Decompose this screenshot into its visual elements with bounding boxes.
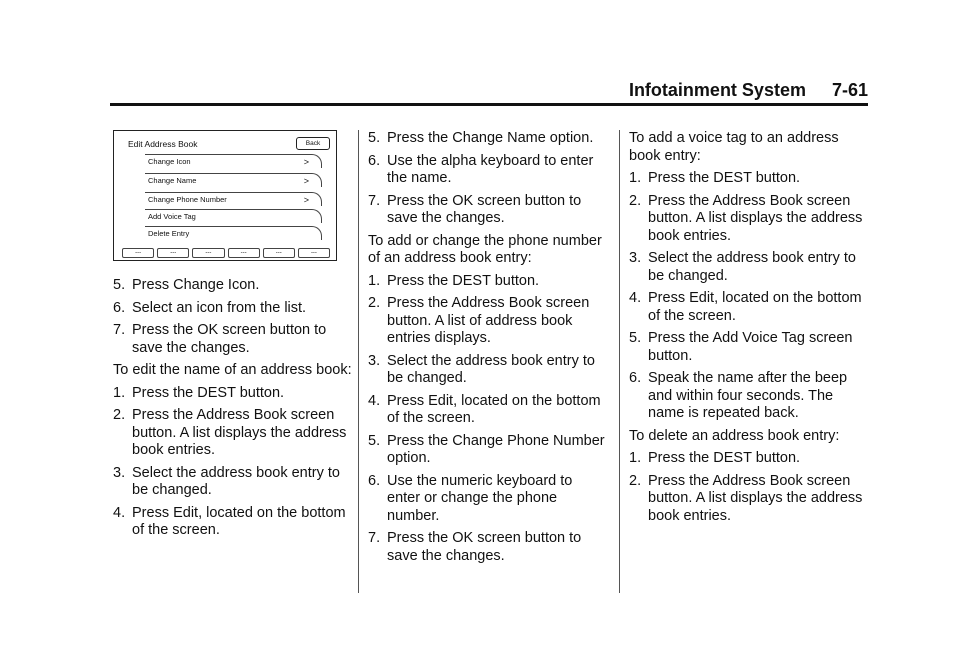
step-text: Press Edit, located on the bottom of the screen.	[132, 504, 346, 538]
step-text: Use the alpha keyboard to enter the name.	[387, 152, 594, 186]
step	[368, 473, 608, 526]
step-text: Press the Change Phone Number option.	[387, 432, 605, 466]
step-text: Select the address book entry to be changed.	[387, 352, 595, 386]
step	[113, 300, 353, 318]
step-number: 4.	[368, 392, 381, 409]
page-header	[110, 80, 868, 104]
screen-title: Edit Address Book	[128, 139, 198, 149]
menu-item-change-icon	[145, 154, 322, 168]
step-number: 5.	[629, 330, 642, 346]
column-1	[113, 277, 353, 545]
step-text: Press the Change Name option.	[387, 130, 594, 146]
step	[368, 130, 608, 148]
step	[113, 465, 353, 500]
step-text: Use the numeric keyboard to enter or change the phone number.	[387, 472, 573, 524]
step	[368, 153, 608, 188]
step-number: 3.	[113, 464, 126, 481]
chevron-right-icon: >	[303, 195, 309, 205]
step-number: 1.	[629, 450, 642, 466]
menu-item-label: Change Name	[148, 176, 197, 185]
section-title: Infotainment System	[628, 80, 806, 100]
step-number: 1.	[368, 272, 381, 289]
step-number: 5.	[113, 277, 126, 293]
step-number: 4.	[629, 290, 642, 306]
step-text: Press the Address Book screen button. A list of address book entries displays.	[387, 295, 590, 346]
step-number: 6.	[368, 472, 381, 489]
step	[368, 530, 608, 565]
step-text: Press Change Icon.	[132, 277, 260, 293]
step-text: Press the OK screen button to save the changes.	[387, 530, 582, 564]
step	[113, 505, 353, 540]
bottom-button: ---	[298, 248, 330, 258]
step	[368, 393, 608, 428]
step-text: Select the address book entry to be changed.	[648, 250, 856, 284]
column-divider	[358, 130, 359, 593]
column-3	[629, 130, 873, 530]
bottom-button: ---	[157, 248, 189, 258]
bottom-button: ---	[263, 248, 295, 258]
chevron-right-icon: >	[303, 157, 309, 167]
menu-item-label: Add Voice Tag	[148, 212, 196, 221]
page-number: 7-61	[831, 80, 868, 100]
section-intro: To add a voice tag to an address book entry:	[629, 130, 839, 164]
menu-item-change-phone-number	[145, 192, 322, 206]
bottom-button: ---	[192, 248, 224, 258]
step	[629, 193, 873, 246]
step	[629, 330, 873, 365]
step-text: Press the Add Voice Tag screen button.	[648, 330, 853, 364]
chevron-right-icon: >	[303, 176, 309, 186]
column-divider	[619, 130, 620, 593]
step-text: Press the Address Book screen button. A list displays the address book entries.	[648, 472, 863, 524]
step-number: 1.	[629, 170, 642, 186]
step-text: Press the DEST button.	[648, 450, 801, 466]
step-text: Speak the name after the beep and within four seconds. The name is repeated back.	[648, 370, 848, 421]
section-intro: To edit the name of an address book:	[113, 362, 352, 378]
step-number: 5.	[368, 432, 381, 449]
back-button: Back	[296, 137, 330, 150]
menu-item-label: Delete Entry	[148, 229, 190, 238]
step	[629, 473, 873, 526]
step	[629, 250, 873, 285]
menu-item-change-name	[145, 173, 322, 187]
step-number: 4.	[113, 504, 126, 521]
bottom-button: ---	[122, 248, 154, 258]
step-number: 7.	[113, 322, 126, 338]
menu-item-add-voice-tag	[145, 209, 322, 223]
step	[629, 290, 873, 325]
header-rule	[110, 103, 868, 106]
step-text: Press the OK screen button to save the changes.	[132, 322, 327, 356]
menu-item-label: Change Icon	[148, 157, 191, 166]
step-number: 2.	[629, 472, 642, 489]
step-number: 6.	[368, 152, 381, 169]
step-number: 7.	[368, 530, 381, 546]
step	[368, 295, 608, 348]
step	[368, 433, 608, 468]
step-number: 3.	[368, 352, 381, 369]
column-2	[368, 130, 608, 570]
section-intro: To add or change the phone number of an address book entry:	[368, 232, 602, 266]
step	[629, 450, 873, 468]
step	[113, 277, 353, 295]
step-text: Press the Address Book screen button. A list displays the address book entries.	[132, 407, 347, 458]
step-number: 2.	[113, 407, 126, 423]
step	[113, 385, 353, 403]
step-number: 1.	[113, 384, 126, 401]
step-text: Press the Address Book screen button. A list displays the address book entries.	[648, 192, 863, 244]
step-text: Select an icon from the list.	[132, 299, 307, 316]
step	[113, 322, 353, 357]
edit-address-book-screen-illustration	[113, 130, 337, 261]
step-text: Press Edit, located on the bottom of the screen.	[648, 290, 862, 324]
step	[368, 273, 608, 291]
step-number: 2.	[368, 295, 381, 311]
step	[368, 193, 608, 228]
bottom-button: ---	[228, 248, 260, 258]
step-text: Press the OK screen button to save the changes.	[387, 192, 582, 226]
step-text: Press the DEST button.	[132, 384, 285, 401]
step-number: 5.	[368, 130, 381, 146]
step-number: 7.	[368, 192, 381, 209]
step-number: 6.	[629, 370, 642, 386]
step	[368, 353, 608, 388]
step-text: Press the DEST button.	[648, 170, 801, 186]
bottom-button-bar	[122, 248, 330, 258]
step-number: 2.	[629, 192, 642, 209]
step-text: Press Edit, located on the bottom of the screen.	[387, 392, 601, 426]
step	[629, 370, 873, 423]
step-number: 3.	[629, 250, 642, 266]
step-text: Press the DEST button.	[387, 272, 540, 289]
step-text: Select the address book entry to be changed.	[132, 464, 340, 498]
menu-item-delete-entry	[145, 226, 322, 240]
step-number: 6.	[113, 299, 126, 316]
step	[113, 407, 353, 460]
menu-item-label: Change Phone Number	[148, 195, 227, 204]
section-intro: To delete an address book entry:	[629, 427, 840, 444]
step	[629, 170, 873, 188]
